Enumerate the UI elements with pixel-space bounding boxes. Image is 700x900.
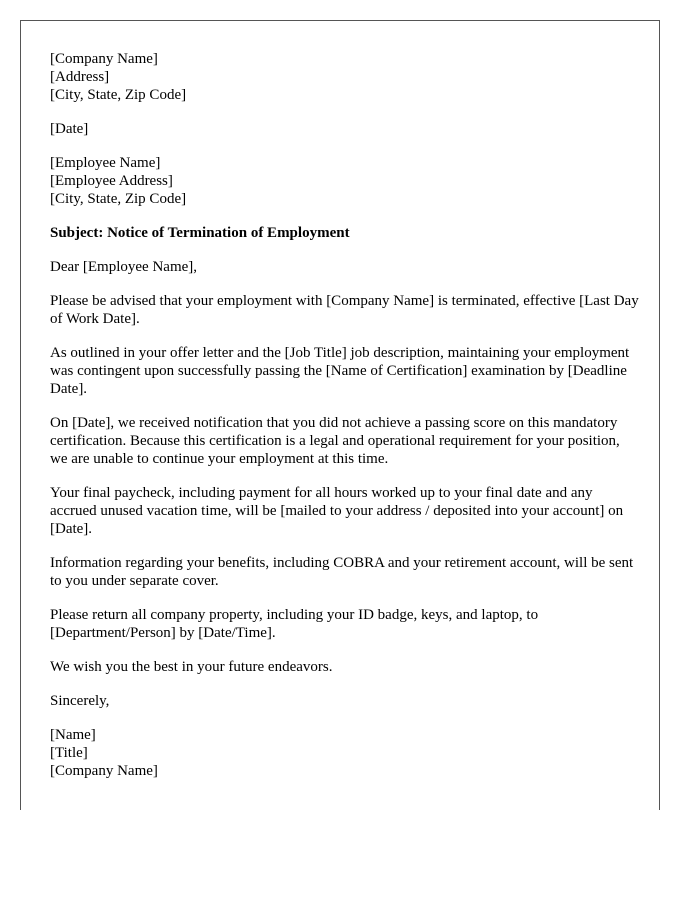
signature-title: [Title] — [50, 745, 88, 761]
closing: Sincerely, — [50, 693, 110, 709]
recipient-city-state-zip: [City, State, Zip Code] — [50, 191, 187, 207]
letter-page — [20, 20, 660, 810]
signature-company-name: [Company Name] — [50, 763, 158, 779]
sender-city-state-zip: [City, State, Zip Code] — [50, 87, 187, 103]
recipient-address-block — [50, 154, 640, 208]
body-paragraph-3: On [Date], we received notification that you did not achieve a passing score on this mandatory certification. Because this certification is a legal and operational requirement for your position, we are unable to continue your employment at this time. — [50, 415, 620, 467]
recipient-employee-address: [Employee Address] — [50, 173, 173, 189]
recipient-employee-name: [Employee Name] — [50, 155, 161, 171]
sender-address-block — [50, 50, 640, 104]
letter-date — [50, 120, 640, 138]
sender-company-name: [Company Name] — [50, 51, 158, 67]
body-paragraph-2: As outlined in your offer letter and the [Job Title] job description, maintaining your employment was contingent upon successfully passing the [Name of Certification] examination by [Deadline Date]. — [50, 345, 630, 397]
body-paragraph-4: Your final paycheck, including payment for all hours worked up to your final date and any accrued unused vacation time, will be [mailed to your address / deposited into your account] on [Date]. — [50, 485, 624, 537]
date-text: [Date] — [50, 121, 89, 137]
subject-line: Subject: Notice of Termination of Employment — [50, 225, 350, 241]
salutation: Dear [Employee Name], — [50, 259, 198, 275]
signature-name: [Name] — [50, 727, 96, 743]
letter-content — [50, 50, 640, 780]
sender-address: [Address] — [50, 69, 110, 85]
body-paragraph-1: Please be advised that your employment with [Company Name] is terminated, effective [Last Day of Work Date]. — [50, 293, 639, 327]
signature-block — [50, 726, 640, 780]
body-paragraph-6: Please return all company property, including your ID badge, keys, and laptop, to [Department/Person] by [Date/Time]. — [50, 607, 539, 641]
body-paragraph-5: Information regarding your benefits, including COBRA and your retirement account, will be sent to you under separate cover. — [50, 555, 634, 589]
body-paragraph-7: We wish you the best in your future endeavors. — [50, 659, 333, 675]
